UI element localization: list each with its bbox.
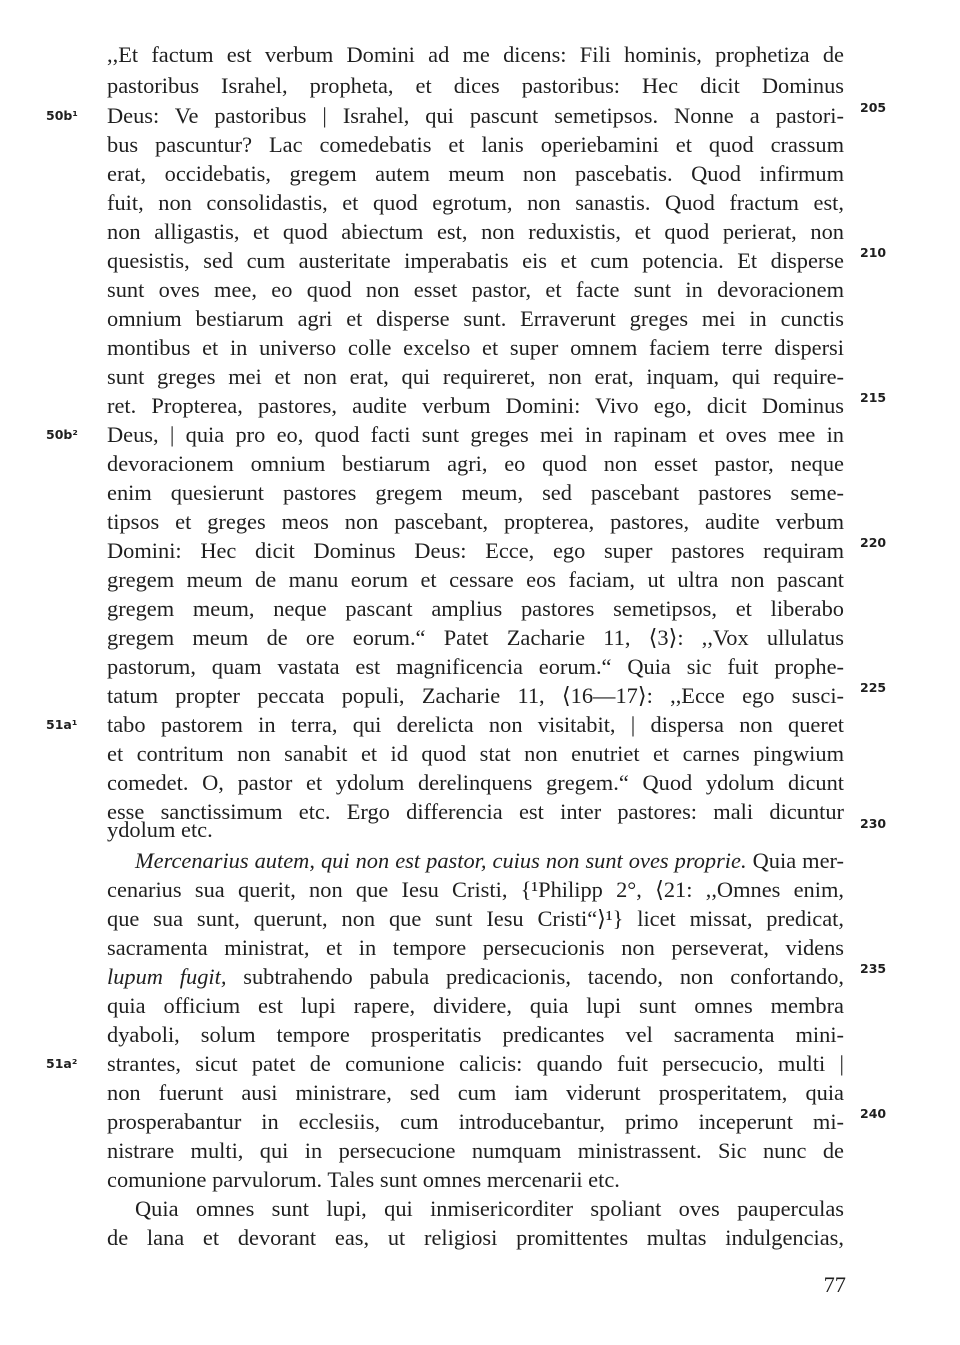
text-line: bus pascuntur? Lac comedebatis et lanis operiebamini et quod crassum [107, 132, 844, 157]
text-line [135, 846, 844, 876]
text-line: enim quesierunt pastores gregem meum, sed pascebant pastores seme- [107, 480, 844, 505]
line-number: 205 [860, 100, 887, 115]
text-line: et contritum non sanabit et id quod stat non enutriet et carnes pingwium [107, 741, 844, 766]
line-number: 220 [860, 535, 887, 550]
line-number: 240 [860, 1106, 887, 1121]
text-line: montibus et in universo colle excelso et super omnem faciem terre dispersi [107, 335, 844, 360]
text-line: prosperabantur in ecclesiis, cum introducebantur, primo inceperunt mi- [107, 1109, 844, 1134]
text-line: gregem meum, neque pascant amplius pastores semetipsos, et liberabo [107, 596, 844, 621]
text-line: gregem meum de ore eorum.“ Patet Zacharie 11, ⟨3⟩: ,,Vox ullulatus [107, 625, 844, 650]
italic-lemma: lupum fugit, [107, 964, 227, 989]
text-line: cenarius sua querit, non que Iesu Cristi, {¹Philipp 2°, ⟨21: ,,Omnes enim, [107, 877, 844, 902]
text-line: erat, occidebatis, gregem autem meum non pascebatis. Quod infirmum [107, 161, 844, 186]
text-line: sunt oves mee, eo quod non esset pastor, et facte sunt in devoracionem [107, 277, 844, 302]
page-number: 77 [823, 1272, 846, 1297]
text-line: omnium bestiarum agri et disperse sunt. Erraverunt greges mei in cunctis [107, 306, 844, 331]
text-run: Quia mer- [746, 848, 844, 873]
text-line: comunione parvulorum. Tales sunt omnes mercenarii etc. [107, 1167, 620, 1192]
folio-mark: 50b² [46, 427, 78, 442]
text-line: devoracionem omnium bestiarum agri, eo quod non esset pastor, neque [107, 451, 844, 476]
line-number: 215 [860, 390, 887, 405]
text-line: ,,Et factum est verbum Domini ad me dicens: Fili hominis, prophetiza de [107, 42, 844, 67]
text-line: dyaboli, solum tempore prosperitatis predicantes vel sacramenta mini- [107, 1022, 844, 1047]
folio-mark: 51a² [46, 1056, 78, 1071]
text-line: pastoribus Israhel, propheta, et dices pastoribus: Hec dicit Dominus [107, 73, 844, 98]
text-line: non alligastis, et quod abiectum est, non reduxistis, et quod perierat, non [107, 219, 844, 244]
text-line: Domini: Hec dicit Dominus Deus: Ecce, ego super pastores requiram [107, 538, 844, 563]
text-line: quia officium est lupi rapere, dividere, quia lupi sunt omnes membra [107, 993, 844, 1018]
text-line: Deus: Ve pastoribus | Israhel, qui pascunt semetipsos. Nonne a pastori- [107, 103, 844, 128]
text-line: ydolum etc. [107, 817, 213, 842]
line-number: 235 [860, 961, 887, 976]
text-line: tabo pastorem in terra, qui derelicta non visitabit, | dispersa non queret [107, 712, 844, 737]
text-line: non fuerunt ausi ministrare, sed cum iam viderunt prosperitatem, quia [107, 1080, 844, 1105]
text-line: comedet. O, pastor et ydolum derelinquens gregem.“ Quod ydolum dicunt [107, 770, 844, 795]
line-number: 225 [860, 680, 887, 695]
line-number: 230 [860, 816, 887, 831]
text-run: subtrahendo pabula predicacionis, tacendo, non confortando, [226, 964, 844, 989]
text-line: de lana et devorant eas, ut religiosi promittentes multas indulgencias, [107, 1225, 844, 1250]
text-line: Deus, | quia pro eo, quod facti sunt greges mei in rapinam et oves mee in [107, 422, 844, 447]
text-line: esse sanctissimum etc. Ergo differencia est inter pastores: mali dicuntur [107, 799, 844, 824]
text-line: sacramenta ministrat, et in tempore persecucionis non perseverat, videns [107, 935, 844, 960]
text-line: Quia omnes sunt lupi, qui inmisericorditer spoliant oves pauperculas [135, 1196, 844, 1221]
text-line: ret. Propterea, pastores, audite verbum Domini: Vivo ego, dicit Dominus [107, 393, 844, 418]
text-line: sunt greges mei et non erat, qui requireret, non erat, inquam, qui require- [107, 364, 844, 389]
folio-mark: 50b¹ [46, 108, 78, 123]
text-line: fuit, non consolidastis, et quod egrotum, non sanastis. Quod fractum est, [107, 190, 844, 215]
text-line: pastorum, quam vastata est magnificencia eorum.“ Quia sic fuit prophe- [107, 654, 844, 679]
text-line [107, 962, 844, 992]
folio-mark: 51a¹ [46, 717, 78, 732]
text-line: quesistis, sed cum austeritate imperabatis eis et cum potencia. Et disperse [107, 248, 844, 273]
text-line: gregem meum de manu eorum et cessare eos faciam, ut ultra non pascant [107, 567, 844, 592]
text-line: nistrare multi, qui in persecucione numquam ministrassent. Sic nunc de [107, 1138, 844, 1163]
text-line: tipsos et greges meos non pascebant, propterea, pastores, audite verbum [107, 509, 844, 534]
text-line: que sua sunt, querunt, non que sunt Iesu Cristi“⟩¹} licet missat, predicat, [107, 906, 844, 931]
line-number: 210 [860, 245, 887, 260]
text-line: strantes, sicut patet de comunione calicis: quando fuit persecucio, multi | [107, 1051, 844, 1076]
text-line: tatum propter peccata populi, Zacharie 11, ⟨16—17⟩: ,,Ecce ego susci- [107, 683, 844, 708]
italic-lemma: Mercenarius autem, qui non est pastor, cuius non sunt oves proprie. [135, 848, 747, 873]
